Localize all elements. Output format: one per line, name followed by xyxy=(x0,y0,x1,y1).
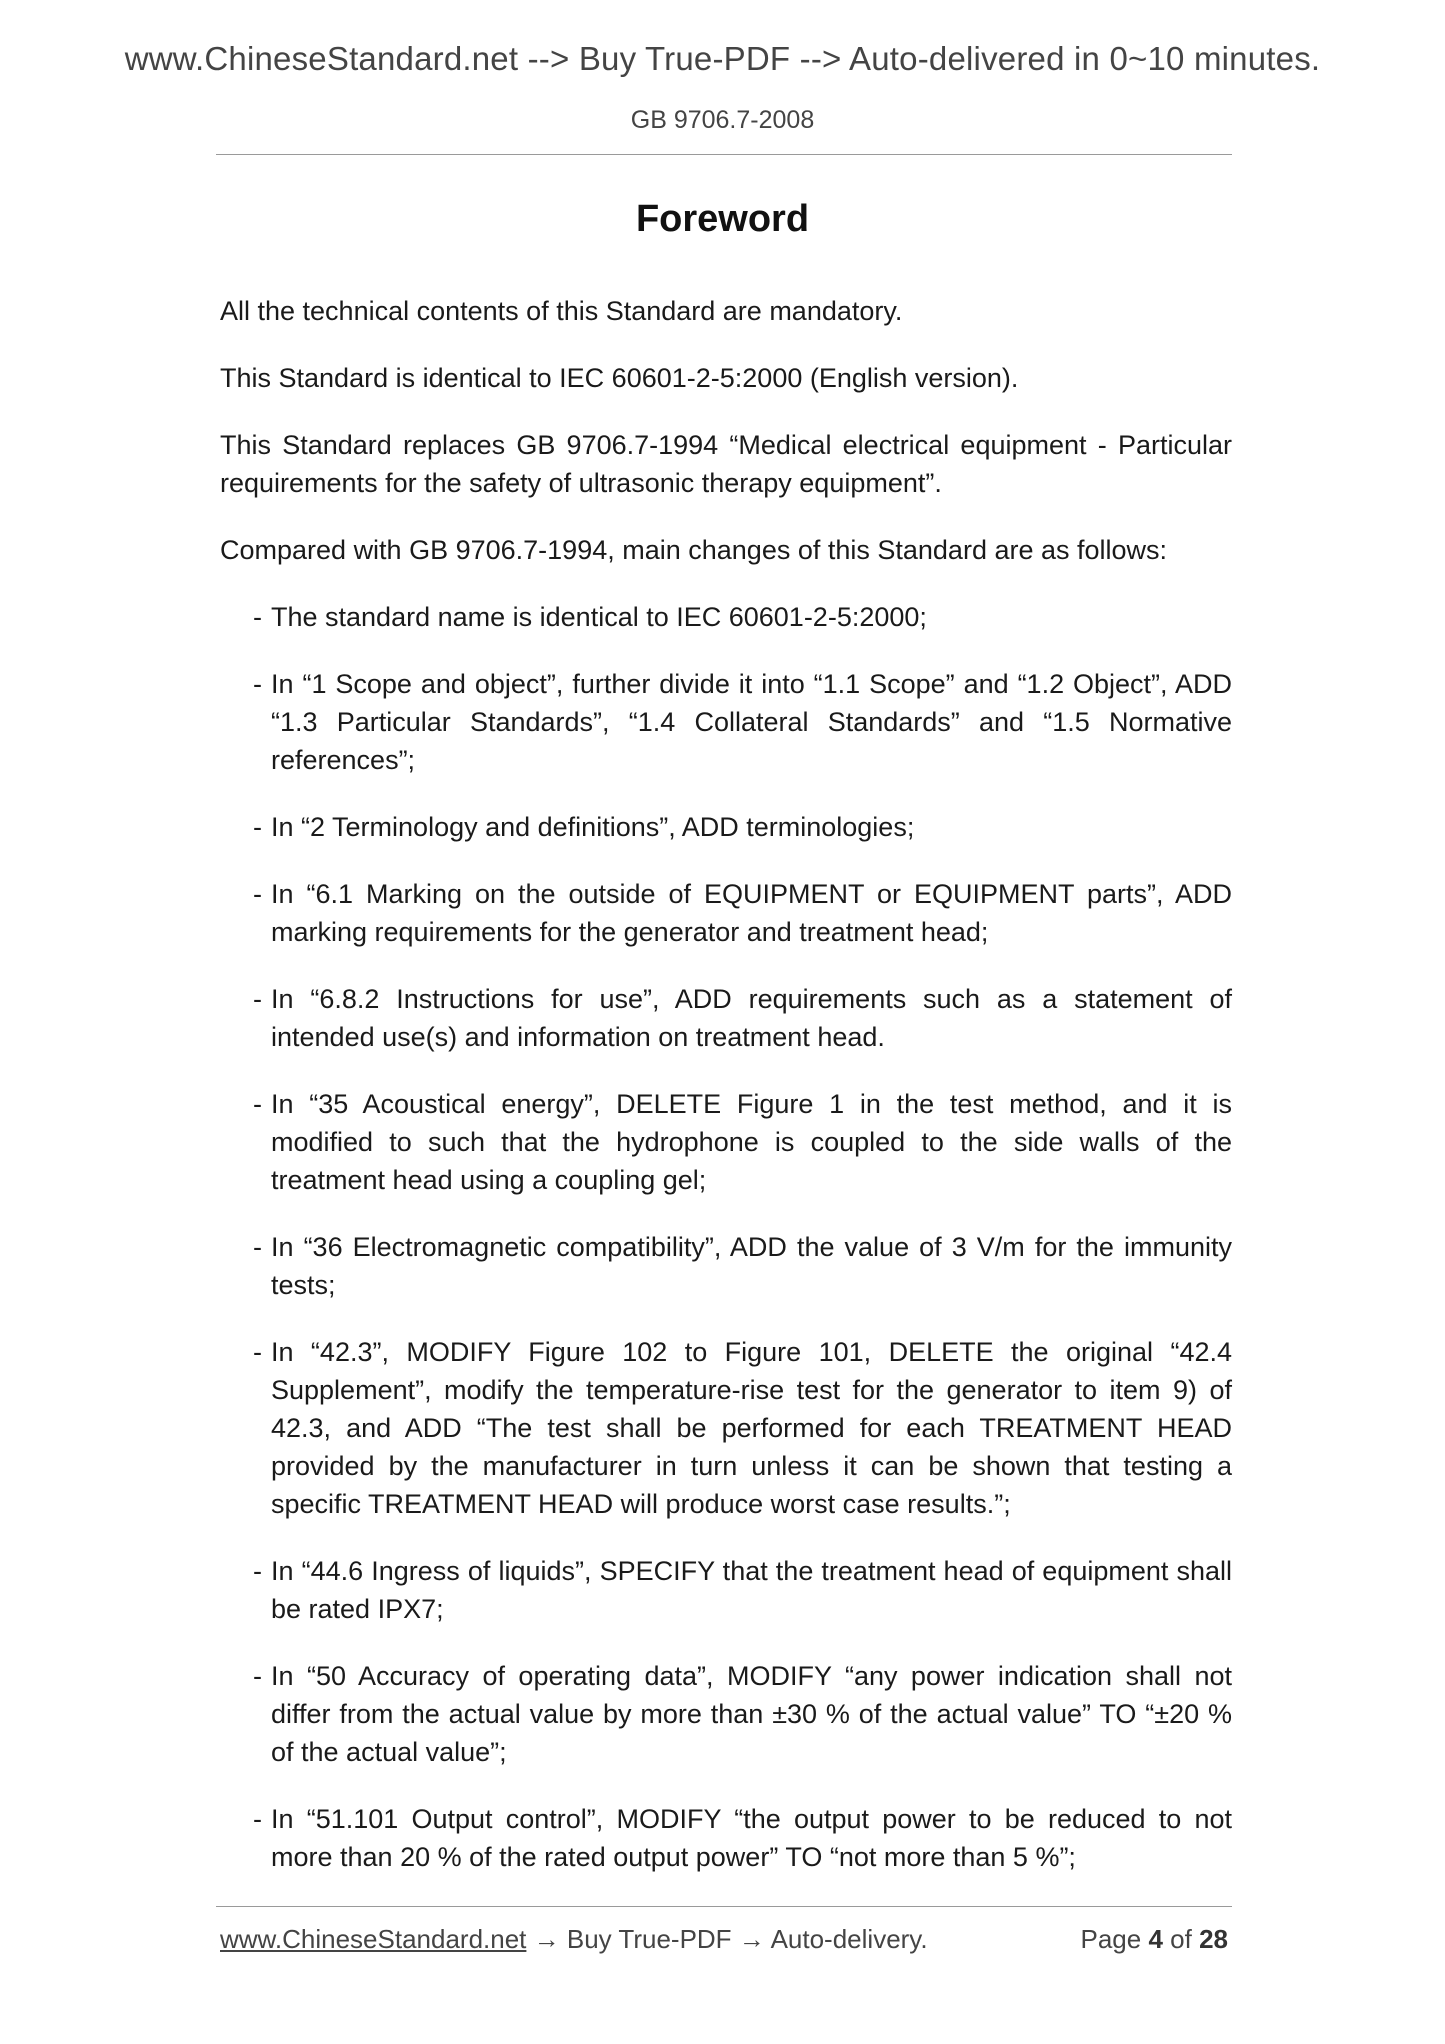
list-item-text: The standard name is identical to IEC 60601-2-5:2000; xyxy=(271,602,927,632)
page-title: Foreword xyxy=(635,198,810,240)
list-dash: - xyxy=(253,1232,262,1262)
page-label: Page xyxy=(1080,1924,1142,1954)
list-item-text: In “35 Acoustical energy”, DELETE Figure 1 in the test method, and it is modified to such that the hydrophone is coupled to the side walls of the treatment head using a coupling gel; xyxy=(271,1089,1232,1195)
changes-list xyxy=(220,598,1232,1876)
list-item xyxy=(220,598,1232,636)
page-of-label: of xyxy=(1170,1924,1192,1954)
page-current: 4 xyxy=(1148,1924,1163,1954)
list-item xyxy=(220,980,1232,1056)
paragraph-identical: This Standard is identical to IEC 60601-2-5:2000 (English version). xyxy=(220,363,1019,393)
list-item xyxy=(220,1085,1232,1199)
paragraph-changes-intro: Compared with GB 9706.7-1994, main changes of this Standard are as follows: xyxy=(220,535,1168,565)
paragraph-replaces: This Standard replaces GB 9706.7-1994 “Medical electrical equipment - Particular requirements for the safety of ultrasonic therapy equipment”. xyxy=(220,430,1232,498)
list-dash: - xyxy=(253,1556,262,1586)
header-divider xyxy=(216,154,1232,155)
list-item-text: In “2 Terminology and definitions”, ADD terminologies; xyxy=(271,812,915,842)
list-item-text: In “6.1 Marking on the outside of EQUIPMENT or EQUIPMENT parts”, ADD marking requirements for the generator and treatment head; xyxy=(271,879,1232,947)
list-item-text: In “36 Electromagnetic compatibility”, ADD the value of 3 V/m for the immunity tests; xyxy=(271,1232,1232,1300)
list-item-text: In “44.6 Ingress of liquids”, SPECIFY that the treatment head of equipment shall be rated IPX7; xyxy=(271,1556,1232,1624)
list-item xyxy=(220,665,1232,779)
list-item-text: In “1 Scope and object”, further divide it into “1.1 Scope” and “1.2 Object”, ADD “1.3 Particular Standards”, “1.4 Collateral Standards” and “1.5 Normative references”; xyxy=(271,669,1232,775)
page-indicator xyxy=(1080,1924,1228,1955)
page-total: 28 xyxy=(1199,1924,1228,1954)
list-item xyxy=(220,875,1232,951)
list-item xyxy=(220,1228,1232,1304)
list-dash: - xyxy=(253,879,262,909)
list-dash: - xyxy=(253,1089,262,1119)
list-item xyxy=(220,1552,1232,1628)
list-item xyxy=(220,808,1232,846)
list-dash: - xyxy=(253,1661,262,1691)
footer-left xyxy=(220,1924,928,1955)
list-dash: - xyxy=(253,602,262,632)
top-banner: www.ChineseStandard.net --> Buy True-PDF --> Auto-delivered in 0~10 minutes. xyxy=(124,40,1321,77)
document-code: GB 9706.7-2008 xyxy=(630,106,815,134)
list-dash: - xyxy=(253,669,262,699)
list-item xyxy=(220,1800,1232,1876)
paragraph-mandatory: All the technical contents of this Standard are mandatory. xyxy=(220,296,903,326)
foreword-body xyxy=(220,292,1232,1905)
list-item-text: In “50 Accuracy of operating data”, MODIFY “any power indication shall not differ from the actual value by more than ±30 % of the actual value” TO “±20 % of the actual value”; xyxy=(271,1661,1232,1767)
list-dash: - xyxy=(253,1804,262,1834)
footer-site-link[interactable]: www.ChineseStandard.net xyxy=(220,1924,527,1954)
footer-delivery-text: → Buy True-PDF → Auto-delivery. xyxy=(526,1924,928,1954)
list-item-text: In “51.101 Output control”, MODIFY “the output power to be reduced to not more than 20 % of the rated output power” TO “not more than 5 %”; xyxy=(271,1804,1232,1872)
list-item-text: In “42.3”, MODIFY Figure 102 to Figure 101, DELETE the original “42.4 Supplement”, modify the temperature-rise test for the generator to item 9) of 42.3, and ADD “The test shall be performed for each TREATMENT HEAD provided by the manufacturer in turn unless it can be shown that testing a specific TREATMENT HEAD will produce worst case results.”; xyxy=(271,1337,1232,1519)
list-dash: - xyxy=(253,1337,262,1367)
list-item xyxy=(220,1657,1232,1771)
footer-divider xyxy=(216,1906,1232,1907)
list-dash: - xyxy=(253,812,262,842)
list-item xyxy=(220,1333,1232,1523)
list-dash: - xyxy=(253,984,262,1014)
list-item-text: In “6.8.2 Instructions for use”, ADD requirements such as a statement of intended use(s) and information on treatment head. xyxy=(271,984,1232,1052)
